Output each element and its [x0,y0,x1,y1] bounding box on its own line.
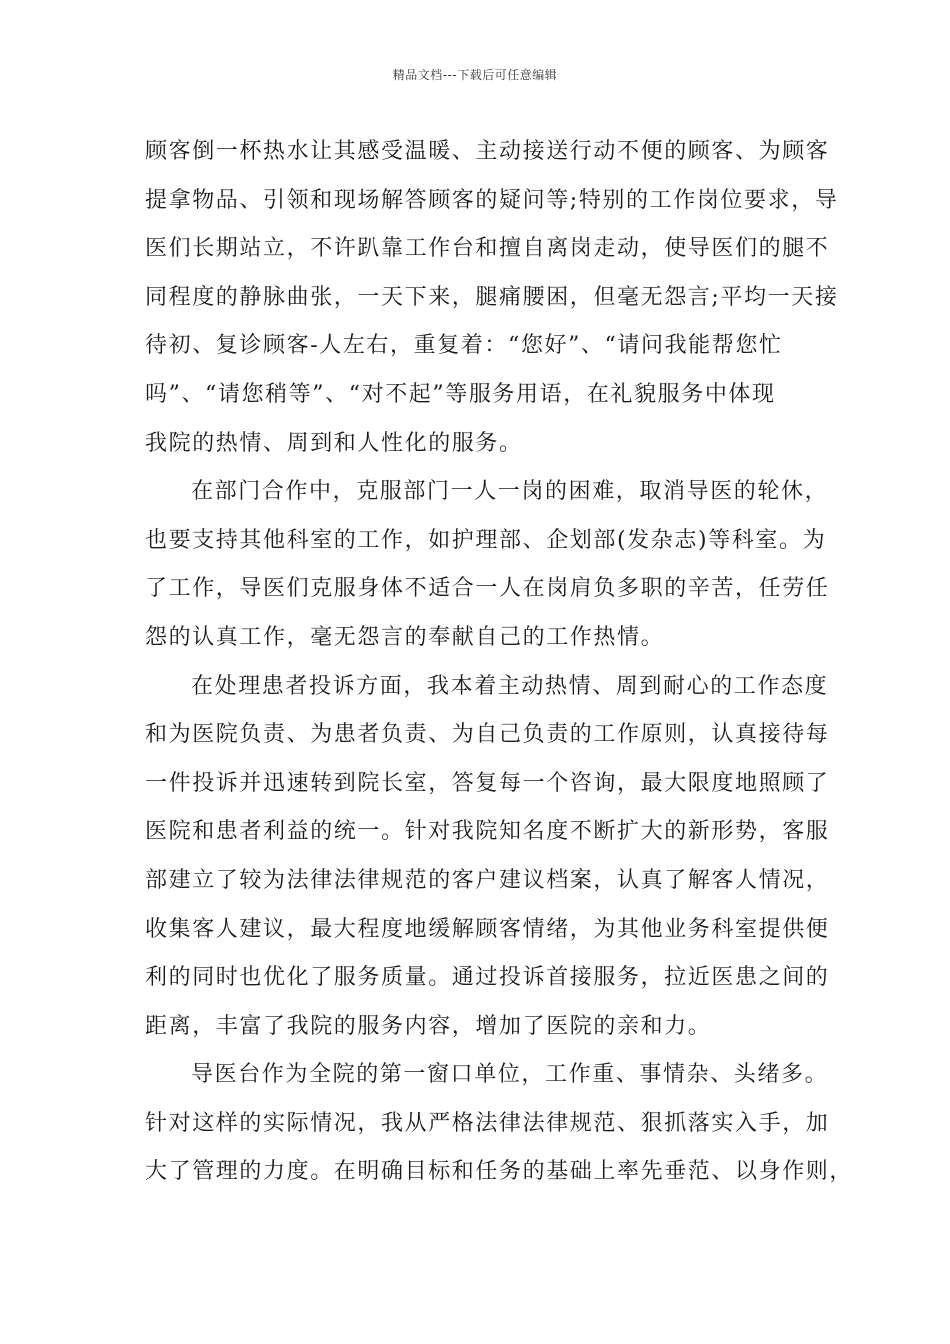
text-line: 我院的热情、周到和人性化的服务。 [145,430,523,456]
paragraph-first-line: 在处理患者投诉方面，我本着主动热情、周到耐心的工作态度 [191,673,829,699]
text-line: 距离，丰富了我院的服务内容，增加了医院的亲和力。 [145,1013,712,1039]
text-line: 收集客人建议，最大程度地缓解顾客情绪，为其他业务科室提供便 [145,916,830,942]
text-line: 利的同时也优化了服务质量。通过投诉首接服务，拉近医患之间的 [145,965,830,991]
text-line: 怨的认真工作，毫无怨言的奉献自己的工作热情。 [145,624,665,650]
text-line: 顾客倒一杯热水让其感受温暖、主动接送行动不便的顾客、为顾客 [145,139,830,164]
paragraph-first-line: 在部门合作中，克服部门一人一岗的困难，取消导医的轮休， [191,479,829,505]
text-line: 大了管理的力度。在明确目标和任务的基础上率先垂范、以身作则， [145,1159,854,1185]
text-line: 吗”、“请您稍等”、“对不起”等服务用语，在礼貌服务中体现 [145,381,776,407]
text-line: 也要支持其他科室的工作，如护理部、企划部(发杂志)等科室。为 [145,527,827,553]
text-line: 待初、复诊顾客-人左右，重复着：“您好”、“请问我能帮您忙 [145,333,783,359]
document-body [145,128,854,1197]
page-header: 精品文档---下载后可任意编辑 [392,68,558,82]
text-line: 部建立了较为法律法律规范的客户建议档案，认真了解客人情况， [145,867,830,893]
text-line: 医院和患者利益的统一。针对我院知名度不断扩大的新形势，客服 [145,819,830,845]
text-line: 提拿物品、引领和现场解答顾客的疑问等;特别的工作岗位要求，导 [145,187,839,213]
text-line: 了工作，导医们克服身体不适合一人在岗肩负多职的辛苦，任劳任 [145,576,830,602]
text-line: 医们长期站立，不许趴靠工作台和擅自离岗走动，使导医们的腿不 [145,236,830,262]
paragraph-first-line: 导医台作为全院的第一窗口单位，工作重、事情杂、头绪多。 [191,1062,829,1088]
text-line: 同程度的静脉曲张，一天下来，腿痛腰困，但毫无怨言;平均一天接 [145,284,839,310]
text-line: 和为医院负责、为患者负责、为自己负责的工作原则，认真接待每 [145,722,830,748]
text-line: 针对这样的实际情况，我从严格法律法律规范、狠抓落实入手，加 [145,1110,830,1136]
text-line: 一件投诉并迅速转到院长室，答复每一个咨询，最大限度地照顾了 [145,770,830,796]
